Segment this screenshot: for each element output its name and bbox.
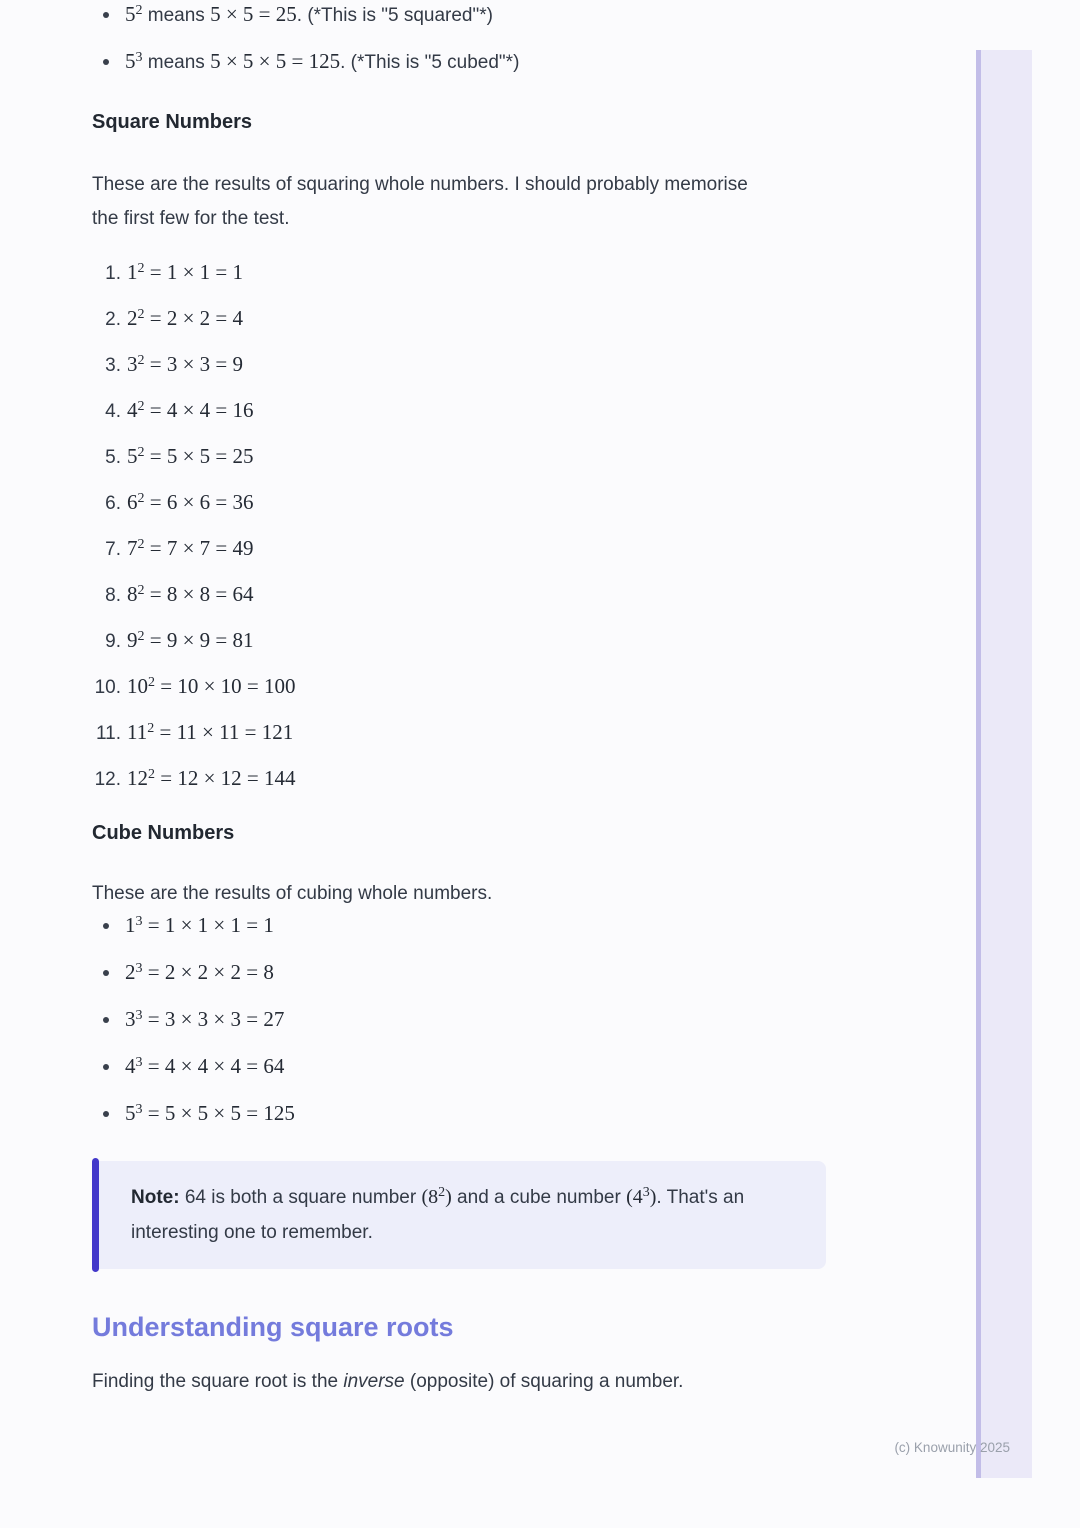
section-heading-square-numbers: Square Numbers: [92, 111, 253, 133]
note-text-part: and a cube number: [451, 1187, 627, 1208]
square-list-item: [92, 580, 826, 611]
math-rest: = 1 × 1 × 1 = 1: [142, 913, 274, 937]
math-base: 6: [127, 490, 138, 514]
math-exponent: 2: [137, 629, 145, 644]
math-expression: [127, 720, 293, 744]
math-exponent: 3: [135, 961, 143, 976]
math-base: 7: [127, 536, 138, 560]
math-base: 9: [127, 628, 138, 652]
math-rest: = 3 × 3 × 3 = 27: [142, 1007, 285, 1031]
cube-number-list: [92, 911, 826, 1129]
math-expression: [125, 913, 274, 937]
list-number: 11.: [95, 723, 121, 744]
math-base: 3: [127, 352, 138, 376]
square-list-item: [92, 764, 826, 795]
paragraph-line: the first few for the test.: [92, 208, 290, 229]
math-expression: [127, 536, 254, 560]
math-base: 5: [125, 49, 136, 73]
list-number: 1.: [105, 263, 121, 284]
cube-list-item: [92, 911, 826, 941]
math-exponent: 3: [135, 50, 143, 65]
square-list-item: [92, 672, 826, 703]
math-rest: = 11 × 11 = 121: [154, 720, 294, 744]
square-list-item: [92, 350, 826, 381]
math-expression: [127, 674, 296, 698]
page-edge-strip: [976, 50, 1032, 1478]
math-rest: = 4 × 4 = 16: [144, 398, 254, 422]
cube-list-item: [92, 1005, 826, 1035]
math-expression: [127, 766, 296, 790]
paragraph-text: (opposite) of squaring a number.: [404, 1371, 684, 1392]
list-number: 10.: [94, 677, 121, 698]
square-list-item: [92, 258, 826, 289]
math-exponent: 2: [137, 491, 145, 506]
math-expression: [421, 1186, 451, 1208]
math-expression: [127, 490, 254, 514]
square-list-item: [92, 304, 826, 335]
document-content: [92, 0, 826, 1399]
math-base: 12: [127, 766, 148, 790]
math-base: 2: [127, 306, 138, 330]
plain-tail: . (*This is "5 squared"*): [296, 5, 493, 26]
math-exponent: 2: [147, 721, 155, 736]
math-paren: (: [421, 1186, 429, 1208]
math-base: 4: [632, 1186, 643, 1208]
note-callout: [92, 1161, 826, 1269]
list-number: 6.: [105, 493, 121, 514]
math-base: 10: [127, 674, 148, 698]
math-rest: = 4 × 4 × 4 = 64: [142, 1054, 285, 1078]
math-expression: [125, 1007, 284, 1031]
math-exponent: 3: [135, 1008, 143, 1023]
bullet-dot: [103, 923, 109, 929]
bullet-dot: [103, 970, 109, 976]
paragraph-roots-intro: [92, 1365, 826, 1399]
math-base: 8: [428, 1186, 439, 1208]
math-expression: [127, 306, 243, 330]
math-rest: = 3 × 3 = 9: [144, 352, 244, 376]
math-exponent: 2: [148, 767, 155, 782]
math-exponent: 2: [137, 445, 145, 460]
cube-list-item: [92, 958, 826, 988]
math-base: 1: [127, 260, 138, 284]
math-expression: [125, 2, 143, 26]
list-number: 12.: [94, 769, 121, 790]
math-exponent: 2: [137, 399, 145, 414]
math-expression: 5 × 5 × 5 = 125: [210, 49, 341, 73]
math-exponent: 2: [137, 583, 145, 598]
section-heading-square-roots: Understanding square roots: [92, 1312, 454, 1342]
note-label: Note:: [131, 1187, 180, 1208]
paragraph-line: These are the results of squaring whole numbers. I should probably memorise: [92, 174, 748, 195]
math-expression: [127, 628, 254, 652]
math-expression: [127, 352, 243, 376]
math-rest: = 5 × 5 × 5 = 125: [142, 1101, 295, 1125]
math-rest: = 5 × 5 = 25: [144, 444, 254, 468]
math-expression: [125, 960, 274, 984]
math-base: 11: [127, 720, 148, 744]
square-list-item: [92, 626, 826, 657]
math-paren: ): [445, 1186, 452, 1208]
math-paren: (: [626, 1186, 633, 1208]
math-rest: = 1 × 1 = 1: [144, 260, 244, 284]
bullet-dot: [103, 12, 109, 18]
square-list-item: [92, 396, 826, 427]
math-expression: [127, 444, 254, 468]
math-exponent: 3: [135, 1055, 143, 1070]
math-exponent: 3: [642, 1185, 650, 1200]
note-text-part: . That's an interesting one to remember.: [131, 1187, 745, 1243]
square-list-item: [92, 718, 826, 749]
math-exponent: 2: [438, 1185, 446, 1200]
math-rest: = 12 × 12 = 144: [155, 766, 296, 790]
math-base: 2: [125, 960, 136, 984]
math-expression: [125, 1054, 284, 1078]
math-base: 8: [127, 582, 138, 606]
list-number: 5.: [105, 447, 121, 468]
cube-list-item: [92, 1052, 826, 1082]
list-number: 4.: [105, 401, 121, 422]
math-rest: = 9 × 9 = 81: [144, 628, 254, 652]
list-number: 3.: [105, 355, 121, 376]
math-rest: = 2 × 2 = 4: [144, 306, 244, 330]
math-rest: = 8 × 8 = 64: [144, 582, 254, 606]
math-expression: [125, 49, 143, 73]
copyright-footer: (c) Knowunity 2025: [894, 1440, 1010, 1455]
square-list-item: [92, 488, 826, 519]
note-text: [131, 1180, 786, 1250]
square-number-list: [92, 258, 826, 795]
list-number: 9.: [105, 631, 121, 652]
intro-bullet-list: [92, 0, 826, 77]
math-base: 5: [125, 2, 136, 26]
cube-list-item: [92, 1099, 826, 1129]
bullet-dot: [103, 1017, 109, 1023]
list-item: [92, 47, 826, 77]
square-list-item: [92, 442, 826, 473]
paragraph-square-intro: [92, 168, 826, 236]
plain-tail: . (*This is "5 cubed"*): [340, 52, 520, 73]
math-rest: = 7 × 7 = 49: [144, 536, 254, 560]
math-rest: = 10 × 10 = 100: [155, 674, 296, 698]
bullet-dot: [103, 1111, 109, 1117]
bullet-dot: [103, 59, 109, 65]
math-exponent: 2: [137, 537, 145, 552]
math-expression: [127, 398, 254, 422]
plain-word: means: [142, 52, 211, 73]
list-number: 8.: [105, 585, 121, 606]
math-base: 4: [127, 398, 138, 422]
math-exponent: 2: [137, 353, 145, 368]
math-expression: 5 × 5 = 25: [210, 2, 297, 26]
note-text-part: 64 is both a square number: [179, 1187, 422, 1208]
list-number: 2.: [105, 309, 121, 330]
math-exponent: 2: [135, 3, 143, 18]
math-base: 5: [127, 444, 138, 468]
math-expression: [125, 1101, 295, 1125]
math-exponent: 2: [148, 675, 155, 690]
math-expression: [127, 582, 254, 606]
math-exponent: 2: [137, 307, 145, 322]
square-list-item: [92, 534, 826, 565]
paragraph-text: Finding the square root is the: [92, 1371, 344, 1392]
section-heading-cube-numbers: Cube Numbers: [92, 822, 235, 844]
plain-word: means: [142, 5, 211, 26]
math-rest: = 6 × 6 = 36: [144, 490, 254, 514]
math-base: 4: [125, 1054, 136, 1078]
math-paren: ): [649, 1186, 657, 1208]
math-rest: = 2 × 2 × 2 = 8: [142, 960, 274, 984]
bullet-dot: [103, 1064, 109, 1070]
math-base: 5: [125, 1101, 136, 1125]
inverse-word: inverse: [343, 1371, 405, 1392]
math-base: 1: [125, 913, 136, 937]
math-exponent: 3: [135, 914, 143, 929]
list-item: [92, 0, 826, 30]
list-number: 7.: [105, 539, 121, 560]
math-exponent: 3: [135, 1102, 143, 1117]
math-base: 3: [125, 1007, 136, 1031]
math-expression: [127, 260, 243, 284]
note-accent-bar: [92, 1158, 99, 1272]
paragraph-cube-intro: These are the results of cubing whole numbers.: [92, 883, 493, 904]
math-expression: [626, 1186, 656, 1208]
math-exponent: 2: [137, 261, 145, 276]
